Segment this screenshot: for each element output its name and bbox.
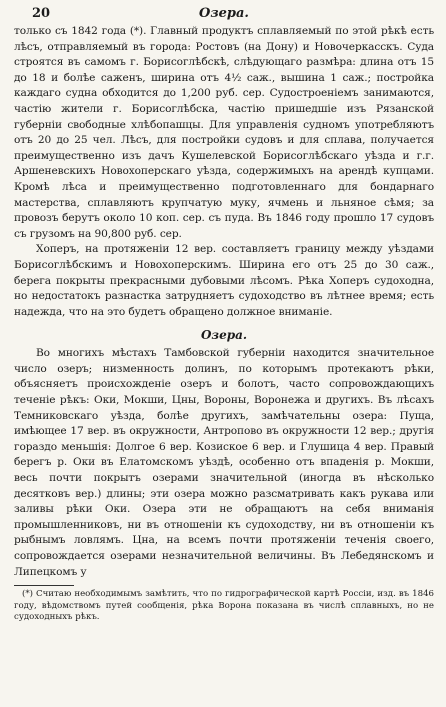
running-head — [14, 6, 434, 24]
body-text — [14, 24, 434, 580]
running-title: Озера. — [199, 6, 249, 21]
paragraph-sudokhodstvo: только съ 1842 года (*). Главный продуктъ сплавляемый по этой рѣкѣ есть лѣсъ, отправляемый въ города: Ростовъ (на Дону) и Новочеркасскъ. Суда строятся въ самомъ г. Борисоглѣбскѣ, слѣдующаго размѣра: длина отъ 15 до 18 и болѣе саженъ, ширина отъ 4½ саж., вышина 1 саж.; постройка каждаго судна обходится до 1,200 руб. сер. Судостроеніемъ занимаются, частію жители г. Борисоглѣбска, частію пришедшіе изъ Рязанской губерніи свободные хлѣбопашцы. Для управленія судномъ употребляютъ отъ 20 до 25 чел. Лѣсъ, для постройки судовъ и для сплава, получается преимущественно изъ дачъ Кушелевской Борисоглѣбскаго уѣзда и г.г. Аршеневскихъ Новохоперскаго уѣзда, содержимыхъ на арендѣ купцами. Кромѣ лѣса и преимущественно подготовленнаго для бондарнаго мастерства, сплавляютъ крупчатую муку, ячмень и льняное сѣмя; за провозъ берутъ около 10 коп. сер. съ пуда. Въ 1846 году прошло 17 судовъ съ грузомъ на 90,800 руб. сер. — [14, 25, 434, 240]
paragraph-khoper: Хоперъ, на протяженіи 12 вер. составляетъ границу между уѣздами Борисоглѣбскимъ и Новохоперскимъ. Ширина его отъ 25 до 30 саж., берега покрыты прекрасными дубовыми лѣсомъ. Рѣка Хоперъ судоходна, но недостатокъ разнастка затрудняетъ судоходство въ лѣтнее время; есть надежда, что на это будетъ обращено должное вниманіе. — [14, 243, 434, 318]
footnote-divider — [14, 585, 74, 586]
section-title: Озера. — [200, 328, 248, 343]
page-number: 20 — [32, 6, 51, 21]
footnote — [14, 589, 434, 624]
footnote-text: (*) Считаю необходимымъ замѣтить, что по гидрографической картѣ Россіи, изд. въ 1846 году, вѣдомствомъ путей сообщенія, рѣка Ворона показана въ числѣ сплавныхъ, но не судоходныхъ рѣкъ. — [14, 589, 434, 623]
paragraph-ozera: Во многихъ мѣстахъ Тамбовской губерніи находится значительное число озеръ; низменность долинъ, по которымъ протекаютъ рѣки, объясняетъ происхожденіе озеръ и болотъ, часто сопровождающихъ теченіе рѣкъ: Оки, Мокши, Цны, Вороны, Воронежа и другихъ. Въ лѣсахъ Темниковскаго уѣзда, болѣе другихъ, замѣчательны озера: Пуща, имѣющее 17 вер. въ окружности, Антропово въ окружности 12 вер.; другія гораздо меньшія: Долгое 6 вер. Козиское 6 вер. и Глушица 4 вер. Правый берегъ р. Оки въ Елатомскомъ уѣздѣ, особенно отъ впаденія р. Мокши, весь почти покрытъ озерами значительной (иногда въ нѣсколько десятковъ вер.) длины; эти озера можно разсматривать какъ рукава или заливы рѣки Оки. Озера эти не обращаютъ на себя вниманія промышленниковъ, ни въ отношеніи къ судоходству, ни въ отношеніи къ рыбнымъ ловлямъ. Цна, на всемъ почти протяженіи теченія своего, сопровождается озерами незначительной величины. Въ Лебедянскомъ и Липецкомъ у — [14, 347, 434, 578]
